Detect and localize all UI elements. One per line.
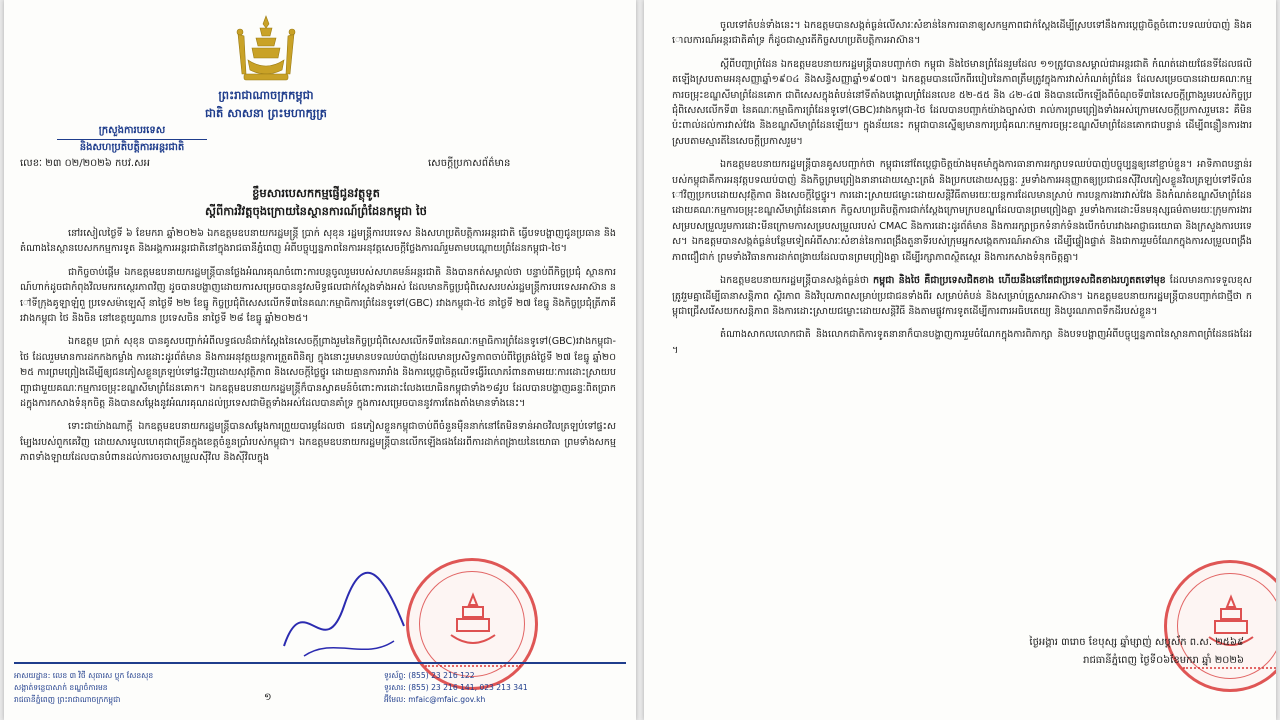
fax-number: ទូរសារ: (855) 23 216 141, 023 213 341 [384,683,528,692]
paragraph: ទោះជាយ៉ាងណាក្តី ឯកឧត្តមឧបនាយករដ្ឋមន្ត្រីបានសម្តែងការព្រួយបារម្ភដែលថា ជនភៀសខ្លួនកម្ពុជាចាប់ពីចំនួនម៉ឺននាក់នៅតែមិនទាន់អាចវិលត្រឡប់ទៅផ្ទះសម្បែងរបស់ពួកគេវិញ ដោយសារមូលហេតុជាច្រើនក្នុងខេត្តចំនួនប្រាំរបស់កម្ពុជា។ ឯកឧត្តមឧបនាយករដ្ឋមន្ត្រីបានលើកឡើងផងដែរពីការដាក់ពង្រាយនៃយោធា ព្រមទាំងសកម្មភាពទាំងឡាយដែលបានបំពានដល់ការចរចាសម្រួលស៊ីវិល និងស៊ីវិលក្នុង [20,421,616,464]
closing-date-block [844,634,1244,670]
paragraph: ឯកឧត្តមឧបនាយករដ្ឋមន្ត្រីបានគូសបញ្ជាក់ថា កម្ពុជានៅតែប្តេជ្ញាចិត្តយ៉ាងមុតមាំក្នុងការធានាការរក្សាបទឈប់បាញ់បច្ចុប្បន្នឲ្យនៅខ្ជាប់ខ្ជួន។ អាទិភាពបន្ទាន់របស់កម្ពុជាគឺការអនុវត្តបទឈប់បាញ់ និងកិច្ចព្រមព្រៀងនានាដោយស្មោះត្រង់ និងប្រកបដោយសុច្ឆន្ទៈ រួមទាំងការអនុញ្ញាតឲ្យប្រជាជនស៊ីវិលភៀសខ្លួនវិលត្រឡប់ទៅទីលំនៅវិញប្រកបដោយសុវត្ថិភាព និងសេចក្តីថ្លៃថ្នូរ។ ការដោះស្រាយជម្លោះដោយសន្តិវិធីតាមរយៈយន្តការដែលមានស្រាប់ ការបន្តការងារវាស់វែង និងកំណត់ខណ្ឌសីមាព្រំដែនដោយគណៈកម្មការចម្រុះខណ្ឌសីមាព្រំដែនគោក កិច្ចសហប្រតិបត្តិការជាក់ស្តែងក្រោមក្របខណ្ឌដែលបានព្រមព្រៀងគ្នា រួមទាំងការដោះមីនមនុស្សធម៌តាមរយៈក្រុមការងារសម្របសម្រួលរួមការដោះមីនក្រោមការសម្របសម្រួលរបស់ CMAC និងការដោះដូរព័ត៌មាន និងការរក្សាច្រកទំនាក់ទំនងបើកចំហរវាងអាជ្ញាធរយោធា និងក្រសួងការបរទេស។ ឯកឧត្តមបានសង្កត់ធ្ងន់បន្ថែមទៀតអំពីសារៈសំខាន់នៃការពង្រឹងតួនាទីរបស់ក្រុមអ្នកសង្កេតការណ៍អាស៊ាន ដើម្បីផ្ទៀងផ្ទាត់ និងជាការរួមចំណែកក្នុងការសម្រួលពង្រឹងភាពជឿជាក់ ព្រមទាំងវិធានការដាក់ពង្រាយដែលបានព្រមព្រៀងគ្នា ដើម្បីរក្សាភាពស្ថិតស្ថេរ និងការកសាងទំនុកចិត្តគ្នា។ [672,159,1252,263]
body-left [20,226,616,474]
paragraph: នៅរសៀលថ្ងៃទី ៦ ខែមករា ឆ្នាំ២០២៦ ឯកឧត្តមឧបនាយករដ្ឋមន្ត្រី ប្រាក់ សុខុន រដ្ឋមន្ត្រីការបរទេស និងសហប្រតិបត្តិការអន្តរជាតិ ធ្វើបទបង្ហាញជូនប្រធាន និងតំណាងនៃស្ថានបេសកកម្មការទូត និងអង្គការអន្តរជាតិនៅក្នុងរាជធានីភ្នំពេញ អំពីបច្ចុប្បន្នភាពនៃការអនុវត្តសេចក្តីថ្លែងការណ៍រួមតាមបណ្តោយព្រំដែនកម្ពុជា-ថៃ។ [20,228,616,255]
emphasis-lead: ឯកឧត្តមឧបនាយករដ្ឋមន្ត្រីបានសង្កត់ធ្ងន់ថា [720,275,874,287]
page-number: ១ [264,692,272,703]
ministry-line-1: ក្រសួងការបរទេស [98,125,166,136]
official-seal-icon [1164,560,1276,692]
address-line: អាសយដ្ឋាន: លេខ ៣ វិថី សុធារស ប្លុក សែនសុខ [14,671,154,680]
paragraph: ជាកិច្ចចាប់ផ្តើម ឯកឧត្តមឧបនាយករដ្ឋមន្ត្រីបានថ្លែងអំណរគុណចំពោះការបន្តចូលរួមរបស់សហគមន៍អន្តរជាតិ និងបានកត់សម្គាល់ថា បន្ទាប់ពីកិច្ចប្រជុំ ស្ថានការណ៍ហាក់ដូចជាកំពុងវិលមករកស្ថេរភាពវិញ ដូចបានបង្ហាញដោយការសម្រេចបាននូវសមិទ្ធផលជាក់ស្តែងទាំងអស់ ដែលមានកិច្ចប្រជុំពិសេសរបស់រដ្ឋមន្ត្រីការបរទេសអាស៊ាន នៅទីក្រុងគូឡាឡំពួ ប្រទេសម៉ាឡេស៊ី នាថ្ងៃទី ២២ ខែធ្នូ កិច្ចប្រជុំពិសេសលើកទី៣នៃគណៈកម្មាធិការព្រំដែនទូទៅ(GBC) រវាងកម្ពុជា-ថៃ នាថ្ងៃទី ២៧ ខែធ្នូ និងកិច្ចប្រជុំត្រីភាគីរវាងកម្ពុជា ថៃ និងចិន នៅខេត្តយូណាន ប្រទេសចិន នាថ្ងៃទី ២៨ ខែធ្នូ ឆ្នាំ២០២៥។ [20,266,616,325]
paragraph: ឯកឧត្តម ប្រាក់ សុខុន បានគូសបញ្ជាក់អំពីលទ្ធផលដ៏ជាក់ស្តែងនៃសេចក្តីព្រាងរួមនៃកិច្ចប្រជុំពិសេសលើកទី៣នៃគណៈកម្មាធិការព្រំដែនទូទៅ(GBC)រវាងកម្ពុជា-ថៃ ដែលរួមមានការដកកងកម្លាំង ការដោះដូរព័ត៌មាន និងការអនុវត្តយន្តការត្រួតពិនិត្យ ក្នុងនោះរួមមានបទឈប់បាញ់ដែលមានប្រសិទ្ធភាពចាប់ពីថ្ងៃត្រង់ថ្ងៃទី ២៧ ខែធ្នូ ឆ្នាំ២០២៥ ការព្រមព្រៀងដើម្បីឲ្យជនភៀសខ្លួនត្រឡប់ទៅផ្ទះវិញដោយសុវត្ថិភាព និងសេចក្តីថ្លៃថ្នូរ ដោយគ្មានការរារាំង និងការប្តេជ្ញាចិត្តលើទង្វើរំលោភរំពានតាមរយៈការដោះស្រាយបញ្ហាជាមួយគណៈកម្មការចម្រុះខណ្ឌសីមាព្រំដែនគោក។ ឯកឧត្តមឧបនាយករដ្ឋមន្ត្រីក៏បានស្វាគមន៍ចំពោះការដោះលែងយោធិនកម្ពុជាទាំង១៨រូប ដែលបានបង្ហាញឆន្ទៈពិតប្រាកដក្នុងការកសាងទំនុកចិត្ត និងបានសម្តែងនូវអំណរគុណដល់ប្រទេសជាមិត្តទាំងអស់ដែលបានគាំទ្រ ក្នុងការសម្រេចបាននូវការតែងតាំងមានទាំងនេះ។ [20,336,616,410]
body-right [672,18,1252,366]
address-line: រាជធានីភ្នំពេញ ព្រះរាជាណាចក្រកម្ពុជា [14,695,121,704]
paragraph: ចូលទៅតំបន់ទាំងនេះ។ ឯកឧត្តមបានសង្កត់ធ្ងន់លើសារៈសំខាន់នៃការធានាឲ្យសកម្មភាពជាក់ស្តែងដើម្បីស្របទៅនឹងការប្តេជ្ញាចិត្តចំពោះបទឈប់បាញ់ និងគោលការណ៍អន្តរជាតិគាំទ្រ ក៏ដូចជាស្មារតីកិច្ចសហប្រតិបត្តិការអាស៊ាន។ [672,20,1252,47]
footer-address [14,670,244,706]
paragraph: ស្តីពីបញ្ហាព្រំដែន ឯកឧត្តមឧបនាយករដ្ឋមន្ត្រីបានបញ្ជាក់ថា កម្ពុជា និងថៃមានព្រំដែនរួមដែល ១១ត្រូវបានសម្គាល់ជាអន្តរជាតិ កំណត់ដោយផែនទីដែលផលិតឡើងស្របតាមអនុសញ្ញាឆ្នាំ១៩០៤ និងសន្ធិសញ្ញាឆ្នាំ១៩០៧។ ឯកឧត្តមបានលើកពីរបៀបនៃភាពត្រឹមត្រូវក្នុងការវាស់កំណត់ព្រំដែន ដែលសម្រេចបានដោយគណៈកម្មការចម្រុះខណ្ឌសីមាព្រំដែនគោក ជាពិសេសក្នុងតំបន់នៅទីតាំងបង្គោលព្រំដែនលេខ ៥២-៥៥ និង ៤២-៤៧ និងបានលើកឡើងពីចំណុចទី៣នៃសេចក្តីព្រាងរួមរបស់កិច្ចប្រជុំពិសេសលើកទី៣ នៃគណៈកម្មាធិការព្រំដែនទូទៅ(GBC)រវាងកម្ពុជា-ថៃ ដែលបានបញ្ជាក់យ៉ាងច្បាស់ថា រាល់ការព្រមព្រៀងទាំងអស់ក្រោមសេចក្តីប្រកាសរួមនេះ គឺមិនប៉ះពាល់ដល់ការវាស់វែង និងខណ្ឌសីមាព្រំដែនឡើយ។ ក្នុងន័យនេះ កម្ពុជាបានស្នើឲ្យមានការប្រជុំគណៈកម្មការចម្រុះខណ្ឌសីមាព្រំដែនគោកជាបន្ទាន់ ដើម្បីពន្លឿនការងារស្របតាមស្មារតីនៃសេចក្តីប្រកាសរួម។ [672,58,1252,147]
seal-emblem-icon [443,591,503,655]
signature-icon [274,566,414,676]
document-page-1 [4,0,636,720]
ministry-heading [32,124,232,155]
address-line: សង្កាត់ទន្លេបាសាក់ ខណ្ឌចំការមន [14,683,108,692]
kingdom-line-1: ព្រះរាជាណាចក្រកម្ពុជា [218,88,314,102]
kingdom-heading [134,86,398,122]
title-line-1: ខ្លឹមសារបេសកកម្មផ្ញើជូនវត្ថុទូត [252,186,380,200]
document-title [114,184,518,220]
lunar-date: ថ្ងៃអង្គារ ៣រោច ខែបុស្ស ឆ្នាំម្សាញ់ សប្តស័ក ព.ស. ២៥៦៩ [1029,637,1244,648]
document-page-2 [644,0,1276,720]
emphasis-paragraph [672,273,1252,319]
footer-contact [384,670,624,706]
paragraph: តំណាងសាកលលោកជាតិ និងលោកជាតិការទូតនានាក៏បានបង្ហាញការរួមចំណែកក្នុងការពិភាក្សា និងបទបង្ហាញអំពីបច្ចុប្បន្នភាពនៃស្ថានភាពព្រំដែនផងដែរ។ [672,329,1252,356]
royal-emblem-icon [230,14,302,84]
ministry-divider [57,139,207,140]
emphasis-bold: កម្ពុជា និងថៃ គឺជាប្រទេសជិតខាង ហើយនឹងនៅតែជាប្រទេសជិតខាងរហូតតទៅមុខ [873,275,1166,287]
email-address: អ៊ីមែល: mfaic@mfaic.gov.kh [384,695,486,704]
reference-number: លេខៈ ២៣ ០២/២០២៦ កបវ.សអ [20,158,150,169]
ministry-line-2: និងសហប្រតិបត្តិការអន្តរជាតិ [79,142,185,153]
document-type: សេចក្តីប្រកាសព័ត៌មាន [428,158,511,169]
phone-number: ទូរស័ព្ទ: (855) 23 216 122 [384,671,475,680]
emphasis-rest: ដែលមានការទទួលខុសត្រូវរួមគ្នាដើម្បីធានាសន្តិភាព ស្ថិរភាព និងវិបុលភាពសម្រាប់ប្រជាជនទាំងពីរ សម្រាប់តំបន់ និងសម្រាប់គ្រួសារអាស៊ាន។ ឯកឧត្តមឧបនាយករដ្ឋមន្ត្រីបានបញ្ជាក់ជាថ្មីថា កម្ពុជាជ្រើសរើសយកសន្តិភាព និងការដោះស្រាយជម្លោះដោយសន្តិវិធី និងតាមផ្លូវការទូតដើម្បីការពារអធិបតេយ្យ និងបូរណភាពទឹកដីរបស់ខ្លួន។ [672,275,1253,317]
page-footer [14,662,626,714]
place-and-date: រាជធានីភ្នំពេញ ថ្ងៃទី០៦ខែមករា ឆ្នាំ ២០២៦ [1083,655,1244,666]
kingdom-line-2: ជាតិ សាសនា ព្រះមហាក្សត្រ [205,106,327,120]
title-line-2: ស្តីពីការវិវត្តចុងក្រោយនៃស្ថានការណ៍ព្រំដែនកម្ពុជា ថៃ [205,204,427,218]
